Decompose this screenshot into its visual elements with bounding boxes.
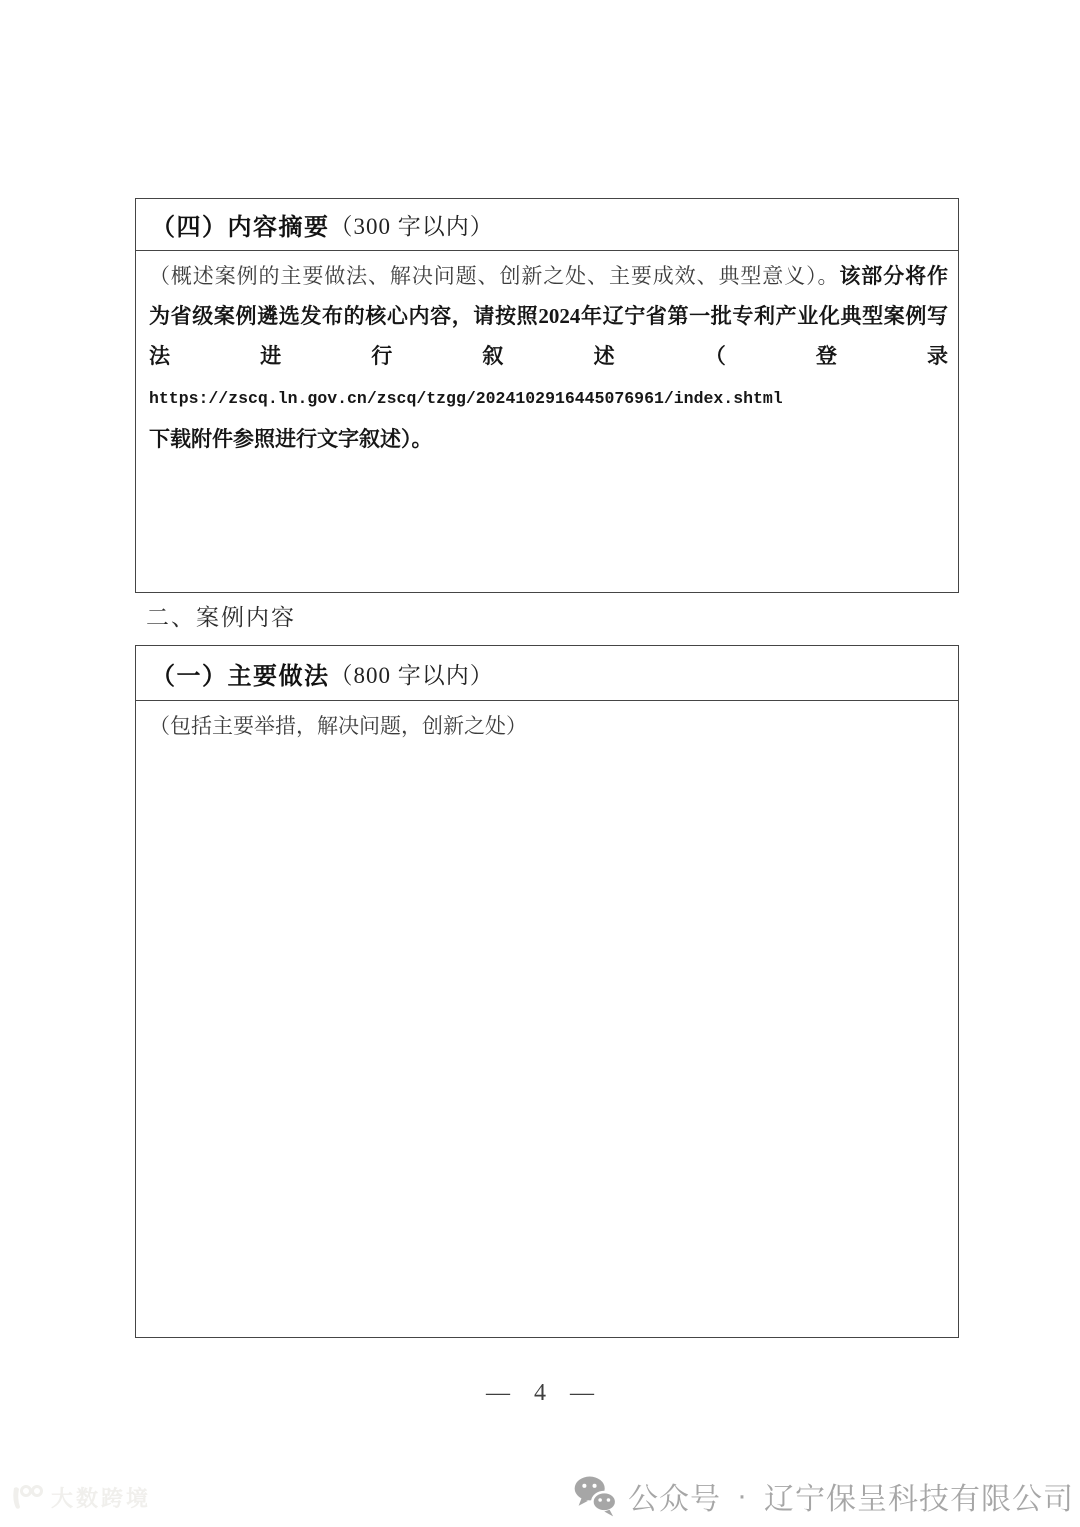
company-name: 辽宁保呈科技有限公司 [764, 1483, 1074, 1516]
text-segment: （概述案例的主要做法、解决问题、创新之处、主要成效、典型意义）。 [149, 264, 840, 288]
dashu-100-logo-icon [6, 1480, 46, 1514]
page-number: — 4 — [486, 1380, 594, 1406]
main-practice-title: （一）主要做法 [151, 663, 330, 690]
watermark-text: 大数跨境 [51, 1485, 152, 1511]
body-line [149, 256, 948, 296]
body-line [149, 419, 948, 459]
body-line [149, 706, 948, 746]
summary-table-body [136, 251, 958, 459]
text-segment: 下载附件参照进行文字叙述）。 [149, 427, 433, 451]
summary-title: （四）内容摘要 [151, 215, 330, 241]
text-segment: 为省级案例遴选发布的核心内容，请按照2024年辽宁省第一批专利产业化典型案例写 [149, 304, 948, 328]
body-line [149, 296, 948, 336]
main-practice-table-body [136, 701, 958, 746]
main-practice-limit-note: （800 字以内） [329, 662, 494, 688]
wechat-footer [572, 1472, 1074, 1520]
text-segment: https://zscq.ln.gov.cn/zscq/tzgg/2024102916445076961/index.shtml [149, 389, 783, 408]
body-line [149, 336, 948, 419]
text-segment: 该部分将作 [839, 264, 949, 288]
footer-separator: · [737, 1479, 748, 1512]
wechat-icon [572, 1474, 618, 1518]
watermark [6, 1478, 151, 1516]
summary-table-header [136, 199, 958, 251]
main-practice-note: （包括主要举措，解决问题，创新之处） [149, 714, 527, 738]
account-label: 公众号 [628, 1483, 721, 1516]
section-heading: 二、案例内容 [146, 605, 296, 630]
main-practice-table-header [136, 646, 958, 701]
text-segment: 法进行叙述（登录 [149, 344, 948, 368]
main-practice-table [135, 645, 959, 1338]
summary-limit-note: （300 字以内） [329, 214, 494, 239]
summary-table [135, 198, 959, 593]
